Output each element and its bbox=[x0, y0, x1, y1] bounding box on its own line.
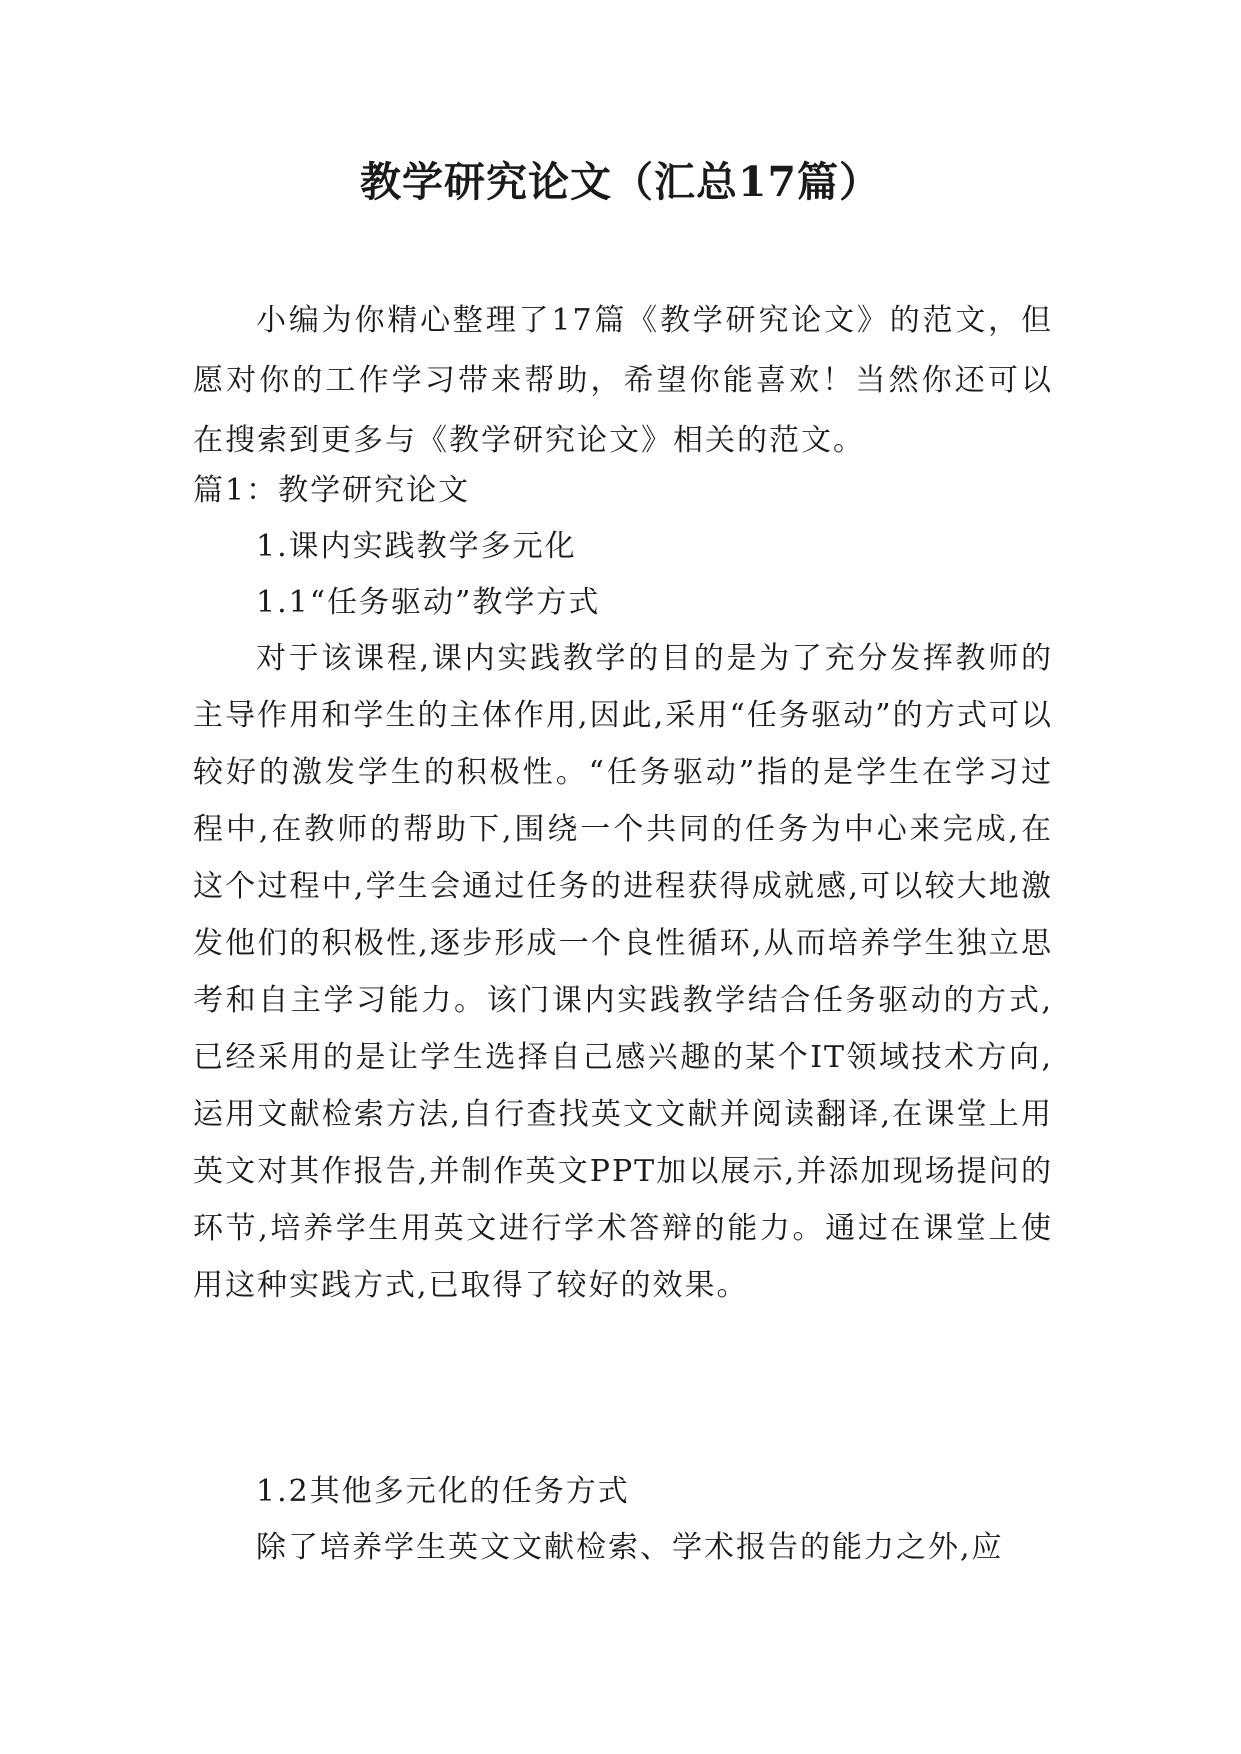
section-heading: 篇1：教学研究论文 bbox=[193, 473, 471, 508]
body-paragraph-2: 除了培养学生英文文献检索、学术报告的能力之外,应 bbox=[256, 1530, 1004, 1565]
intro-paragraph: 小编为你精心整理了17篇《教学研究论文》的范文，但愿对你的工作学习带来帮助，希望你能喜欢！当然你还可以在搜索到更多与《教学研究论文》相关的范文。 bbox=[193, 303, 1053, 458]
heading-1: 1.课内实践教学多元化 bbox=[256, 529, 577, 564]
heading-1-1: 1.1“任务驱动”教学方式 bbox=[256, 585, 601, 620]
heading-1-2: 1.2其他多元化的任务方式 bbox=[256, 1474, 630, 1509]
body-paragraph-1: 对于该课程,课内实践教学的目的是为了充分发挥教师的主导作用和学生的主体作用,因此,采用“任务驱动”的方式可以较好的激发学生的积极性。“任务驱动”指的是学生在学习过程中,在教师的帮助下,围绕一个共同的任务为中心来完成,在这个过程中,学生会通过任务的进程获得成就感,可以较大地激发他们的积极性,逐步形成一个良性循环,从而培养学生独立思考和自主学习能力。该门课内实践教学结合任务驱动的方式,已经采用的是让学生选择自己感兴趣的某个IT领域技术方向,运用文献检索方法,自行查找英文文献并阅读翻译,在课堂上用英文对其作报告,并制作英文PPT加以展示,并添加现场提问的环节,培养学生用英文进行学术答辩的能力。通过在课堂上使用这种实践方式,已取得了较好的效果。 bbox=[193, 641, 1053, 1303]
document-title: 教学研究论文（汇总17篇） bbox=[359, 158, 882, 206]
